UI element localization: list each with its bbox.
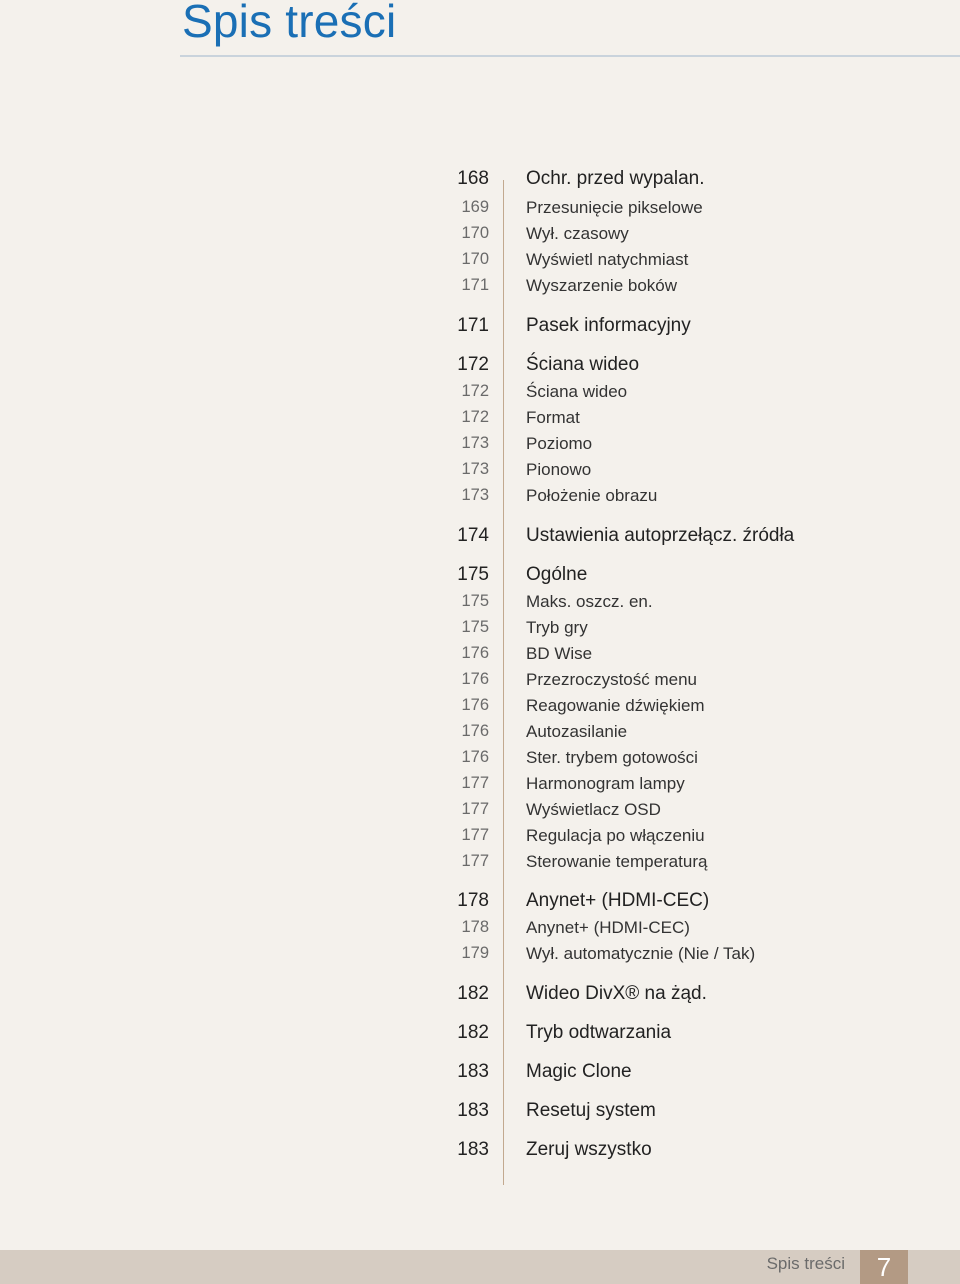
toc-entry-label: Ogólne	[526, 564, 588, 585]
toc-page-number: 169	[461, 198, 489, 216]
toc-entry-label: Wideo DivX® na żąd.	[526, 983, 707, 1004]
toc-entry[interactable]	[0, 525, 960, 551]
footer-section-label: Spis treści	[766, 1254, 845, 1273]
toc-page-number: 183	[457, 1100, 489, 1121]
toc-entry[interactable]	[0, 944, 960, 970]
toc-page-number: 172	[461, 382, 489, 400]
toc-entry[interactable]	[0, 800, 960, 826]
toc-entry[interactable]	[0, 382, 960, 408]
toc-page-number: 173	[461, 486, 489, 504]
toc-entry[interactable]	[0, 315, 960, 341]
toc-entry[interactable]	[0, 592, 960, 618]
toc-entry[interactable]	[0, 460, 960, 486]
toc-page-number: 178	[461, 918, 489, 936]
toc-entry-label: Format	[526, 408, 580, 427]
toc-entry-label: Maks. oszcz. en.	[526, 592, 653, 611]
toc-entry-label: Anynet+ (HDMI-CEC)	[526, 890, 710, 911]
toc-entry-label: BD Wise	[526, 644, 593, 663]
toc-entry-label: Magic Clone	[526, 1061, 632, 1082]
toc-page-number: 183	[457, 1139, 489, 1160]
toc-entry[interactable]	[0, 670, 960, 696]
toc-entry-label: Anynet+ (HDMI-CEC)	[526, 918, 690, 937]
toc-entry[interactable]	[0, 1139, 960, 1165]
toc-page-number: 171	[461, 276, 489, 294]
toc-page-number: 182	[457, 1022, 489, 1043]
toc-entry[interactable]	[0, 408, 960, 434]
toc-page-number: 183	[457, 1061, 489, 1082]
toc-page-number: 175	[461, 592, 489, 610]
toc-entry-label: Wyświetl natychmiast	[526, 250, 689, 269]
page-number: 7	[860, 1250, 908, 1284]
toc-entry[interactable]	[0, 168, 960, 194]
toc-page-number: 176	[461, 722, 489, 740]
toc-entry[interactable]	[0, 276, 960, 302]
toc-entry-label: Resetuj system	[526, 1100, 656, 1121]
toc-entry-label: Wył. automatycznie (Nie / Tak)	[526, 944, 756, 963]
toc-entry-label: Reagowanie dźwiękiem	[526, 696, 705, 715]
toc-entry[interactable]	[0, 983, 960, 1009]
toc-entry[interactable]	[0, 696, 960, 722]
toc-page-number: 174	[457, 525, 489, 546]
toc-entry-label: Zeruj wszystko	[526, 1139, 652, 1160]
toc-entry[interactable]	[0, 774, 960, 800]
toc-entry-label: Ster. trybem gotowości	[526, 748, 698, 767]
toc-page-number: 170	[461, 224, 489, 242]
toc-entry-label: Przezroczystość menu	[526, 670, 697, 689]
toc-page-number: 177	[461, 852, 489, 870]
toc-entry-label: Wyświetlacz OSD	[526, 800, 661, 819]
toc-page-number: 173	[461, 460, 489, 478]
toc-page-number: 179	[461, 944, 489, 962]
toc-page-number: 172	[461, 408, 489, 426]
toc-entry[interactable]	[0, 224, 960, 250]
toc-entry[interactable]	[0, 826, 960, 852]
toc-page-number: 176	[461, 644, 489, 662]
toc-page-number: 177	[461, 774, 489, 792]
toc-page-number: 173	[461, 434, 489, 452]
toc-entry-label: Pasek informacyjny	[526, 315, 691, 336]
toc-entry[interactable]	[0, 1100, 960, 1126]
toc-entry[interactable]	[0, 618, 960, 644]
toc-entry[interactable]	[0, 434, 960, 460]
toc-entry-label: Wyszarzenie boków	[526, 276, 678, 295]
toc-page-number: 176	[461, 748, 489, 766]
toc-entry-label: Ochr. przed wypalan.	[526, 168, 705, 189]
toc-entry-label: Ściana wideo	[526, 354, 640, 375]
toc-entry-label: Tryb odtwarzania	[526, 1022, 672, 1043]
toc-entry-label: Harmonogram lampy	[526, 774, 685, 793]
toc-entry-label: Autozasilanie	[526, 722, 628, 741]
toc-page-number: 178	[457, 890, 489, 911]
toc-entry-label: Ściana wideo	[526, 382, 628, 401]
toc-page-number: 172	[457, 354, 489, 375]
toc-entry-label: Regulacja po włączeniu	[526, 826, 705, 845]
toc-entry[interactable]	[0, 250, 960, 276]
toc-entry[interactable]	[0, 918, 960, 944]
toc-page-number: 177	[461, 826, 489, 844]
toc-entry-label: Pionowo	[526, 460, 592, 479]
toc-page-number: 175	[457, 564, 489, 585]
toc-page-number: 170	[461, 250, 489, 268]
toc-entry[interactable]	[0, 354, 960, 380]
toc-entry[interactable]	[0, 1022, 960, 1048]
toc-entry-label: Wył. czasowy	[526, 224, 629, 243]
title-divider	[180, 55, 960, 57]
toc-page-number: 171	[457, 315, 489, 336]
toc-entry[interactable]	[0, 722, 960, 748]
toc-page-number: 182	[457, 983, 489, 1004]
toc-entry[interactable]	[0, 644, 960, 670]
toc-entry[interactable]	[0, 748, 960, 774]
toc-entry-label: Poziomo	[526, 434, 593, 453]
toc-page-number: 175	[461, 618, 489, 636]
toc-entry[interactable]	[0, 852, 960, 878]
toc-entry[interactable]	[0, 198, 960, 224]
toc-page-number: 176	[461, 670, 489, 688]
toc-entry-label: Sterowanie temperaturą	[526, 852, 708, 871]
toc-entry[interactable]	[0, 1061, 960, 1087]
toc-page-number: 176	[461, 696, 489, 714]
toc-entry[interactable]	[0, 486, 960, 512]
page-title: Spis treści	[182, 0, 397, 47]
toc-entry-label: Ustawienia autoprzełącz. źródła	[526, 525, 795, 546]
toc-entry-label: Przesunięcie pikselowe	[526, 198, 703, 217]
toc-page-number: 168	[457, 168, 489, 189]
toc-entry-label: Położenie obrazu	[526, 486, 658, 505]
toc-entry[interactable]	[0, 564, 960, 590]
toc-entry[interactable]	[0, 890, 960, 916]
toc-entry-label: Tryb gry	[526, 618, 588, 637]
toc-page-number: 177	[461, 800, 489, 818]
